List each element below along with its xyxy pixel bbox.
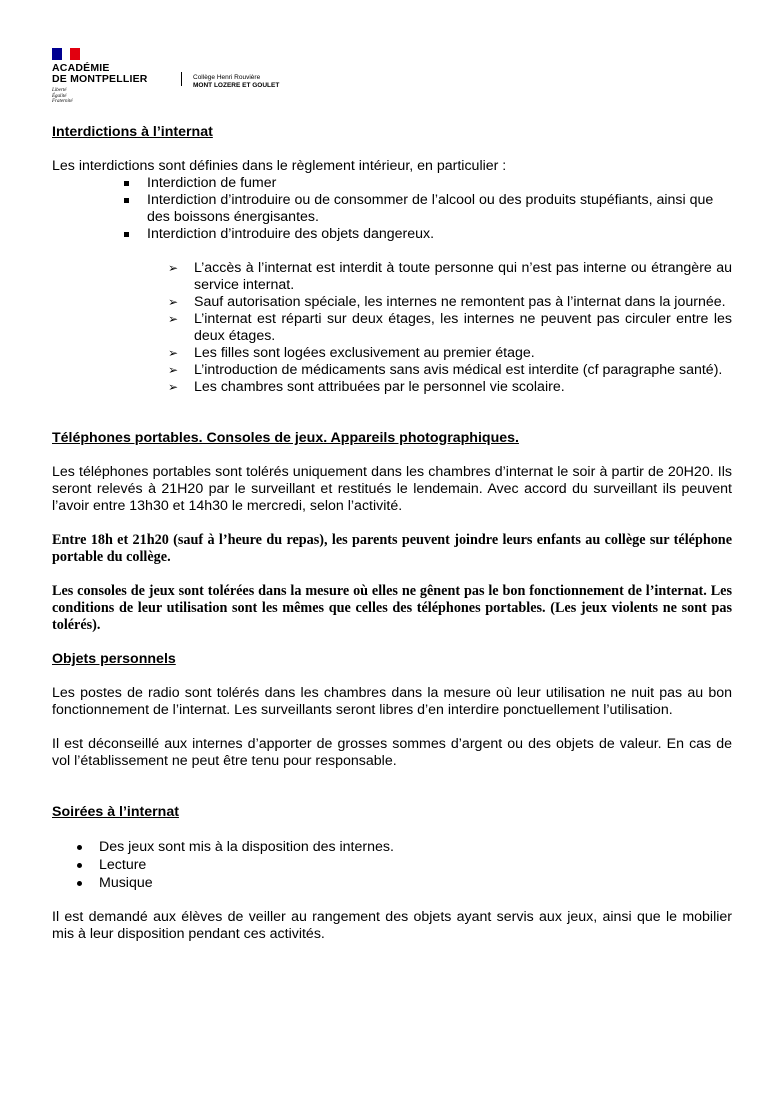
soirees-list — [52, 838, 732, 892]
list-item: Interdiction de fumer — [121, 175, 732, 192]
section-title-objets-personnels: Objets personnels — [52, 651, 176, 667]
college-line-1: Collège Henri Rouvière — [193, 74, 261, 81]
republic-motto — [52, 88, 73, 105]
rule-text: Les chambres sont attribuées par le personnel vie scolaire. — [194, 379, 565, 395]
list-item — [168, 379, 732, 396]
list-item — [168, 294, 732, 311]
arrow-bullet-icon: ➢ — [168, 261, 179, 275]
valuables-paragraph: Il est déconseillé aux internes d’apporter de grosses sommes d’argent ou des objets de valeur. En cas de vol l’établissement ne peut être tenu pour responsable. — [52, 736, 732, 769]
arrow-bullet-icon: ➢ — [168, 363, 179, 377]
academy-line-1: ACADÉMIE — [52, 62, 110, 74]
consoles-paragraph: Les consoles de jeux sont tolérées dans la mesure où elles ne gênent pas le bon fonctionnement de l’internat. Les conditions de leur utilisation sont les mêmes que celles des téléphones portables. (Les jeux violents ne sont pas tolérés). — [52, 583, 732, 633]
letterhead — [52, 48, 352, 112]
list-item: Lecture — [74, 856, 732, 874]
header-divider — [181, 72, 182, 86]
radio-paragraph: Les postes de radio sont tolérés dans les chambres dans la mesure où leur utilisation ne nuit pas au bon fonctionnement de l’internat. Les surveillants seront libres d’en interdire ponctuellement l’utilisation. — [52, 685, 732, 718]
list-item: Musique — [74, 874, 732, 892]
arrow-bullet-icon: ➢ — [168, 380, 179, 394]
rule-text: Les filles sont logées exclusivement au premier étage. — [194, 345, 535, 361]
republic-flag-logo — [52, 48, 80, 60]
list-item — [168, 311, 732, 345]
arrow-bullet-icon: ➢ — [168, 346, 179, 360]
rangement-paragraph: Il est demandé aux élèves de veiller au rangement des objets ayant servis aux jeux, ainsi que le mobilier mis à leur disposition pendant ces activités. — [52, 909, 732, 942]
parents-contact-paragraph: Entre 18h et 21h20 (sauf à l’heure du repas), les parents peuvent joindre leurs enfants au collège sur téléphone portable du collège. — [52, 532, 732, 565]
list-item: Interdiction d’introduire ou de consommer de l’alcool ou des produits stupéfiants, ainsi que des boissons énergisantes. — [121, 192, 732, 226]
list-item — [168, 345, 732, 362]
college-name — [193, 74, 279, 89]
rule-text: L’accès à l’internat est interdit à toute personne qui n’est pas interne ou étrangère au service internat. — [194, 260, 732, 293]
rule-text: L’internat est réparti sur deux étages, les internes ne peuvent pas circuler entre les deux étages. — [194, 311, 732, 344]
telephones-paragraph: Les téléphones portables sont tolérés uniquement dans les chambres d’internat le soir à partir de 20H20. Ils seront relevés à 21H20 par le surveillant et restitués le lendemain. Avec accord du surveillant ils peuvent l’avoir entre 13h30 et 14h30 le mercredi, selon l’activité. — [52, 464, 732, 514]
academy-line-2: DE MONTPELLIER — [52, 73, 148, 85]
list-item: Des jeux sont mis à la disposition des internes. — [74, 838, 732, 856]
section-title-soirees: Soirées à l’internat — [52, 804, 179, 820]
motto-liberte: Liberté — [52, 88, 67, 93]
interdictions-intro: Les interdictions sont définies dans le règlement intérieur, en particulier : — [52, 158, 507, 174]
list-item — [168, 260, 732, 294]
rule-text: L’introduction de médicaments sans avis médical est interdite (cf paragraphe santé). — [194, 362, 723, 378]
section-title-telephones: Téléphones portables. Consoles de jeux. Appareils photographiques. — [52, 430, 519, 446]
college-line-2: MONT LOZERE ET GOULET — [193, 81, 280, 89]
arrow-bullet-icon: ➢ — [168, 295, 179, 309]
motto-fraternite: Fraternité — [52, 99, 73, 105]
academy-name — [52, 63, 148, 85]
document-body — [52, 118, 732, 943]
section-title-interdictions: Interdictions à l’internat — [52, 124, 213, 140]
motto-egalite: Égalité — [52, 93, 67, 99]
list-item — [168, 362, 732, 379]
rule-text: Sauf autorisation spéciale, les internes ne remontent pas à l’internat dans la journée. — [194, 294, 726, 310]
arrow-bullet-icon: ➢ — [168, 312, 179, 326]
list-item: Interdiction d’introduire des objets dangereux. — [121, 226, 732, 243]
interdictions-list — [52, 175, 732, 243]
internat-rules-list — [52, 260, 732, 396]
